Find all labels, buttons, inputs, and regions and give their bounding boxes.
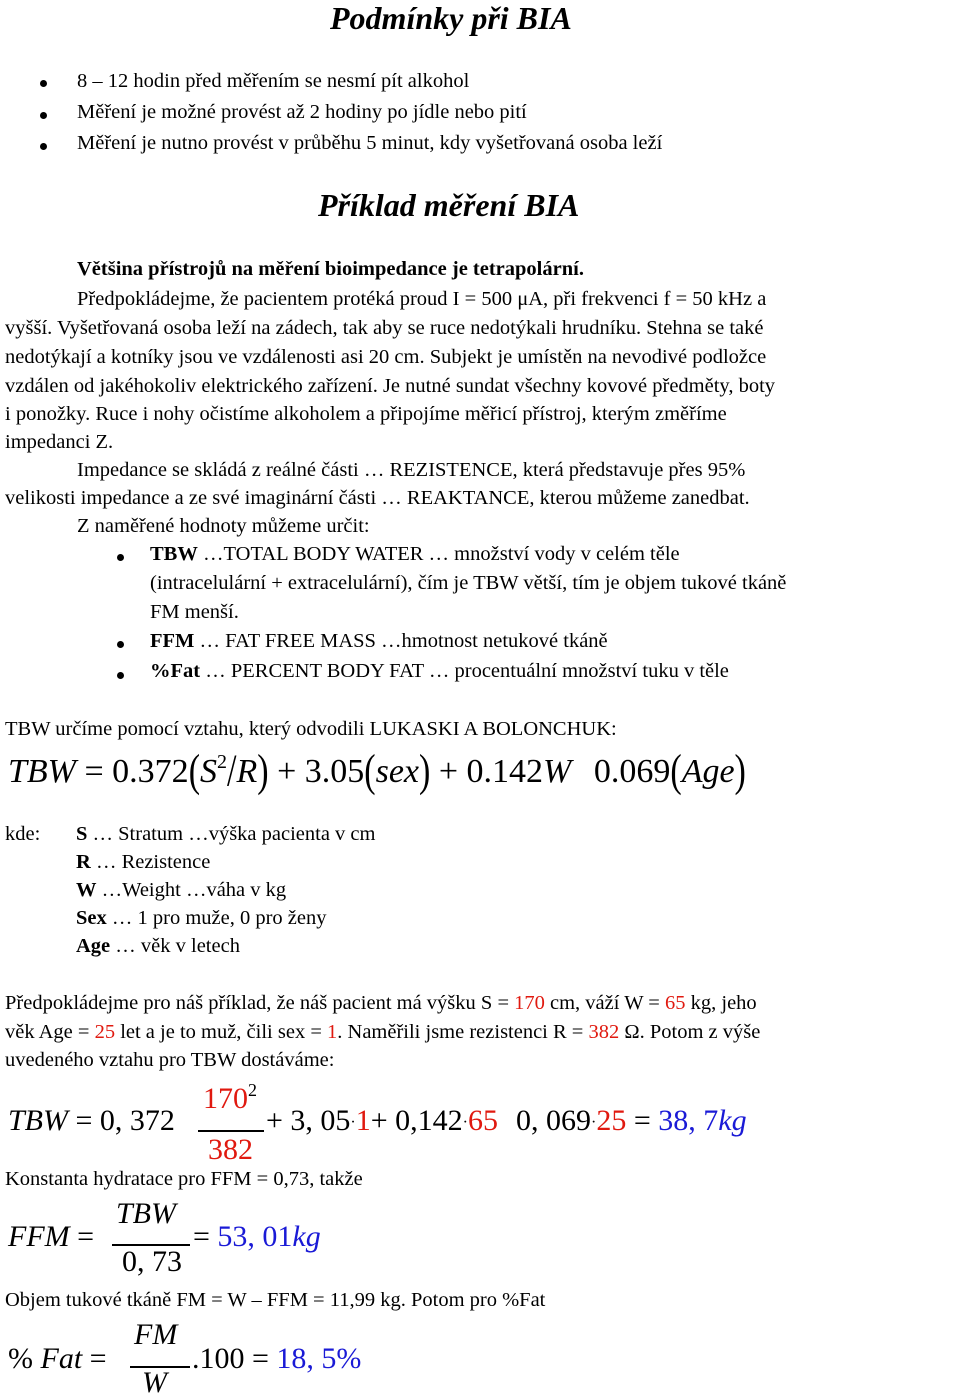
formula-denominator: W — [142, 1366, 167, 1399]
formula-rhs: = 53, 01kg — [193, 1220, 321, 1253]
bullet-icon — [40, 143, 47, 150]
height-value: 170 — [514, 992, 545, 1014]
definition-item — [76, 907, 327, 930]
paragraph-line: nedotýkají a kotníky jsou ve vzdálenosti asi 20 cm. Subjekt je umístěn na nevodivé podložce — [5, 346, 767, 368]
definition-key: R — [76, 851, 91, 873]
definition-key: Sex — [76, 907, 107, 929]
formula-tbw-general — [8, 746, 746, 797]
formula-term: R — [236, 753, 258, 790]
formula-lhs: % Fat = — [8, 1342, 107, 1375]
paren-close: ) — [734, 746, 746, 797]
paragraph-line: i ponožky. Ruce i nohy očistíme alkoholem a připojíme měřicí přístroj, kterým změříme — [5, 403, 727, 425]
fraction-bar — [198, 1130, 264, 1132]
term-text: … FAT FREE MASS …hmotnost netukové tkáně — [194, 630, 608, 652]
term-text: …TOTAL BODY WATER … množství vody v celém těle — [197, 543, 680, 565]
paren-open: ( — [188, 746, 201, 797]
example-line — [5, 992, 757, 1015]
formula-term: TBW — [8, 753, 76, 790]
bullet-icon — [117, 672, 124, 679]
bullet-icon — [117, 641, 124, 648]
example-line — [5, 1021, 760, 1044]
formula-intro: TBW určíme pomocí vztahu, který odvodili LUKASKI A BOLONCHUK: — [5, 718, 617, 740]
formula-numerator: FM — [134, 1318, 178, 1351]
paragraph-line: Z naměřené hodnoty můžeme určit: — [77, 515, 370, 537]
fat-text: Objem tukové tkáně FM = W – FFM = 11,99 kg. Potom pro %Fat — [5, 1289, 546, 1311]
definition-text: … věk v letech — [110, 935, 240, 957]
definition-key: S — [76, 823, 88, 845]
example-text: . Naměřili jsme rezistenci R = — [337, 1021, 589, 1043]
example-text: věk Age = — [5, 1021, 95, 1043]
example-text: kg, jeho — [685, 992, 757, 1014]
list-item: Měření je možné provést až 2 hodiny po jídle nebo pití — [77, 101, 527, 123]
hydration-text: Konstanta hydratace pro FFM = 0,73, takže — [5, 1168, 363, 1190]
formula-denominator: 0, 73 — [122, 1245, 182, 1278]
definition-text: … 1 pro muže, 0 pro ženy — [106, 907, 327, 929]
definition-item — [76, 879, 286, 902]
bullet-icon — [117, 554, 124, 561]
formula-term: W — [543, 753, 572, 790]
formula-denominator: 382 — [208, 1133, 253, 1166]
definition-text: … Stratum …výška pacienta v cm — [87, 823, 376, 845]
age-value: 25 — [94, 1021, 116, 1043]
slash: / — [227, 746, 237, 797]
formula-numerator: $170^2$ — [203, 1080, 257, 1115]
definition-item — [76, 823, 375, 846]
sex-value: 1 — [327, 1021, 338, 1043]
formula-numerator: TBW — [116, 1197, 176, 1230]
formula-lhs: TBW = 0, 372 — [8, 1104, 175, 1137]
paren-close: ) — [419, 746, 431, 797]
bullet-icon — [40, 112, 47, 119]
definition-text: …Weight …váha v kg — [96, 879, 287, 901]
where-label: kde: — [5, 823, 41, 845]
formula-rest: + 3, 05·1+ 0,142·65 0, 069·25 = 38, 7kg — [266, 1104, 747, 1137]
formula-exponent: 2 — [217, 751, 228, 773]
paragraph-line: Impedance se skládá z reálné části … REZISTENCE, která představuje přes 95% — [77, 459, 746, 481]
page-title: Podmínky při BIA — [330, 0, 572, 36]
paragraph-line: velikosti impedance a ze své imaginární části … REAKTANCE, kterou můžeme zanedbat. — [5, 487, 750, 509]
example-text: cm, váží W = — [544, 992, 665, 1014]
example-text: Ω. Potom z výše — [619, 1021, 761, 1043]
section-title: Příklad měření BIA — [318, 187, 580, 223]
definition-item — [76, 935, 240, 958]
resistance-value: 382 — [588, 1021, 620, 1043]
formula-term: 0.069 — [593, 753, 671, 790]
example-text: Předpokládejme pro náš příklad, že náš pacient má výšku S = — [5, 992, 515, 1014]
paren-open: ( — [364, 746, 376, 797]
paragraph-line: Předpokládejme, že pacientem protéká proud I = 500 μA, při frekvenci f = 50 kHz a — [77, 288, 767, 310]
formula-term: + 3.05 — [277, 753, 365, 790]
list-item-continuation: FM menší. — [150, 601, 239, 623]
formula-rhs: .100 = 18, 5% — [192, 1342, 362, 1375]
formula-term: Age — [681, 753, 735, 790]
paragraph-line: impedanci Z. — [5, 431, 114, 453]
term-key: FFM — [150, 630, 195, 652]
paragraph-line: vzdálen od jakéhokoliv elektrického zařízení. Je nutné sundat všechny kovové předměty, boty — [5, 375, 776, 397]
bullet-icon — [40, 80, 47, 87]
paren-close: ) — [257, 746, 269, 797]
list-item — [150, 630, 608, 653]
definition-key: Age — [76, 935, 111, 957]
formula-term: S — [200, 753, 218, 790]
term-key: TBW — [150, 543, 198, 565]
paren-open: ( — [670, 746, 682, 797]
formula-term: = 0.372 — [84, 753, 189, 790]
weight-value: 65 — [665, 992, 686, 1014]
formula-term: + 0.142 — [438, 753, 544, 790]
list-item — [150, 660, 729, 683]
definition-text: … Rezistence — [90, 851, 211, 873]
definition-key: W — [76, 879, 97, 901]
example-text: let a je to muž, čili sex = — [115, 1021, 328, 1043]
intro-bold: Většina přístrojů na měření bioimpedance je tetrapolární. — [77, 258, 584, 280]
formula-term: sex — [375, 753, 420, 790]
definition-item — [76, 851, 210, 874]
list-item — [150, 543, 680, 566]
list-item-continuation: (intracelulární + extracelulární), čím je TBW větší, tím je objem tukové tkáně — [150, 572, 787, 594]
list-item: 8 – 12 hodin před měřením se nesmí pít alkohol — [77, 70, 470, 92]
paragraph-line: vyšší. Vyšetřovaná osoba leží na zádech, tak aby se ruce nedotýkali hrudníku. Stehna se také — [5, 317, 764, 339]
term-key: %Fat — [150, 660, 201, 682]
term-text: … PERCENT BODY FAT … procentuální množství tuku v těle — [200, 660, 729, 682]
list-item: Měření je nutno provést v průběhu 5 minut, kdy vyšetřovaná osoba leží — [77, 132, 663, 154]
example-line: uvedeného vztahu pro TBW dostáváme: — [5, 1049, 335, 1071]
formula-lhs: FFM = — [8, 1220, 95, 1253]
